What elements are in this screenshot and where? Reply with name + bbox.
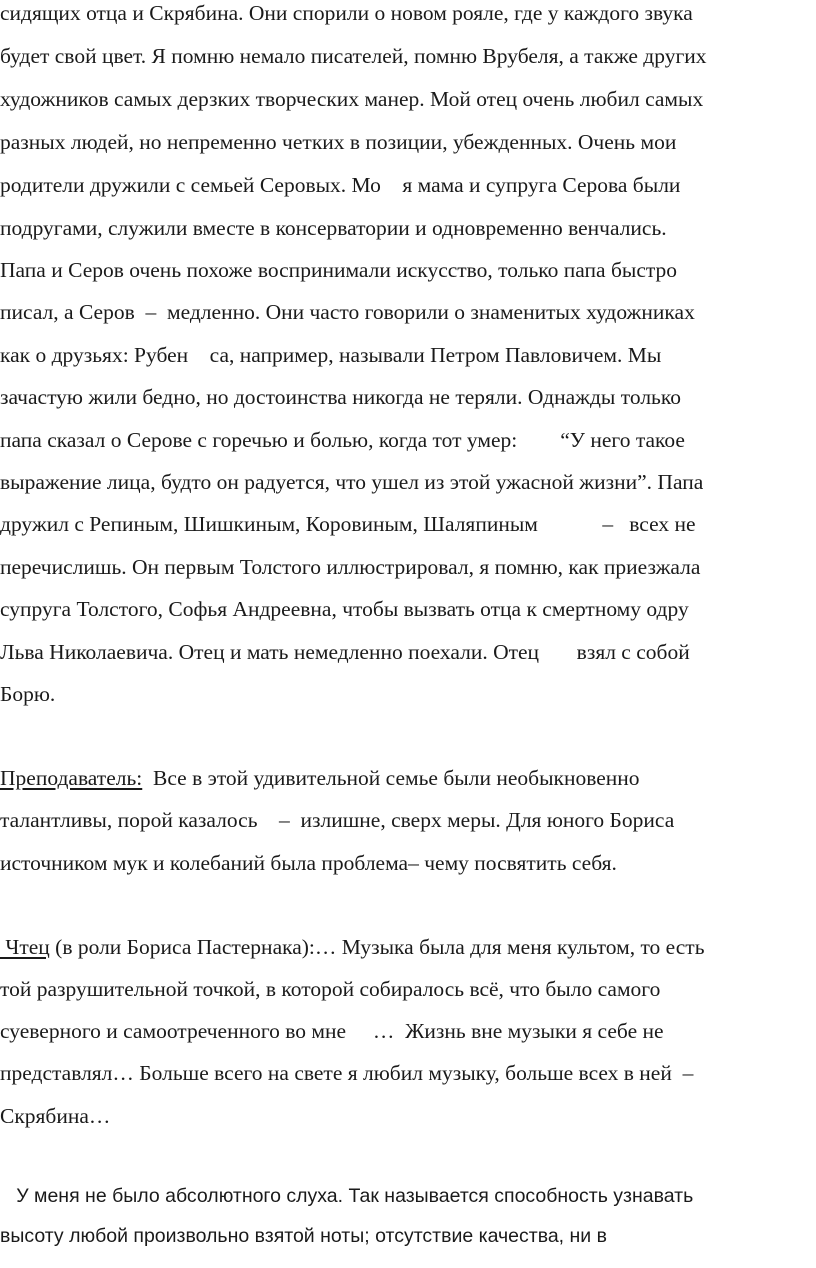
text-line xyxy=(0,937,705,959)
text-line: высоту любой произвольно взятой ноты; отсутствие качества, ни в xyxy=(0,1225,607,1247)
text-line: суеверного и самоотреченного во мне … Жизнь вне музыки я себе не xyxy=(0,1019,664,1043)
text-line: будет свой цвет. Я помню немало писателей, помню Врубеля, а также других xyxy=(0,44,707,68)
text-line: папа сказал о Серове с горечью и болью, когда тот умер: “У него такое xyxy=(0,428,685,452)
text-line: разных людей, но непременно четких в позиции, убежденных. Очень мои xyxy=(0,130,677,154)
text-line: Льва Николаевича. Отец и мать немедленно поехали. Отец взял с собой xyxy=(0,640,690,664)
text-line: зачастую жили бедно, но достоинства никогда не теряли. Однажды только xyxy=(0,385,681,409)
text-line: талантливы, порой казалось – излишне, сверх меры. Для юного Бориса xyxy=(0,808,675,832)
text-line: Папа и Серов очень похоже воспринимали искусство, только папа быстро xyxy=(0,258,678,282)
text-line: как о друзьях: Рубен са, например, называли Петром Павловичем. Мы xyxy=(0,343,662,367)
speaker-label-teacher: Преподаватель: xyxy=(0,766,143,790)
text-line: сидящих отца и Скрябина. Они спорили о новом рояле, где у каждого звука xyxy=(0,1,693,25)
text-line: родители дружили с семьей Серовых. Мо я мама и супруга Серова были xyxy=(0,173,681,197)
text-line: представлял… Больше всего на свете я любил музыку, больше всех в ней – xyxy=(0,1061,694,1085)
text-line: источником мук и колебаний была проблема– чему посвятить себя. xyxy=(0,851,617,875)
text-line: художников самых дерзких творческих манер. Мой отец очень любил самых xyxy=(0,87,704,111)
text-line: Борю. xyxy=(0,682,56,706)
speaker-text: Все в этой удивительной семье были необыкновенно xyxy=(142,766,640,790)
text-line: супруга Толстого, Софья Андреевна, чтобы вызвать отца к смертному одру xyxy=(0,597,689,621)
text-line: У меня не было абсолютного слуха. Так называется способность узнавать xyxy=(0,1185,694,1207)
text-line xyxy=(0,768,640,790)
text-line: перечислишь. Он первым Толстого иллюстрировал, я помню, как приезжала xyxy=(0,555,701,579)
speaker-label-reader: Чтец xyxy=(0,935,50,959)
text-line: той разрушительной точкой, в которой собиралось всё, что было самого xyxy=(0,977,661,1001)
text-line: выражение лица, будто он радуется, что ушел из этой ужасной жизни”. Папа xyxy=(0,470,704,494)
text-line: Скрябина… xyxy=(0,1104,111,1128)
speaker-text: (в роли Бориса Пастернака):… Музыка была для меня культом, то есть xyxy=(49,935,705,959)
text-line: дружил с Репиным, Шишкиным, Коровиным, Шаляпиным – всех не xyxy=(0,512,696,536)
text-line: писал, а Серов – медленно. Они часто говорили о знаменитых художниках xyxy=(0,300,695,324)
text-line: подругами, служили вместе в консерватории и одновременно венчались. xyxy=(0,216,667,240)
